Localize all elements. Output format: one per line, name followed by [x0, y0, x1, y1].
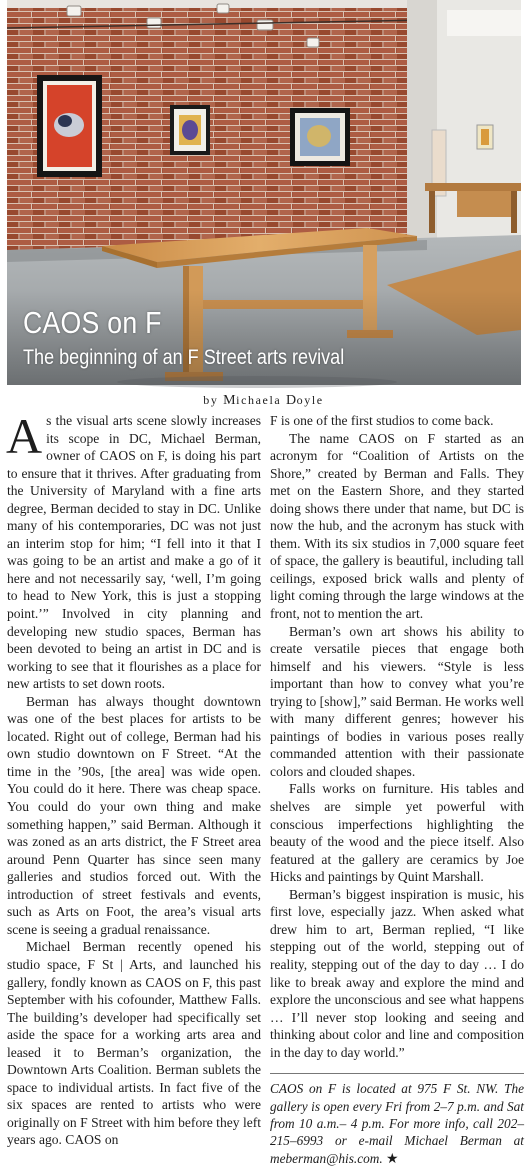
painting-center — [170, 105, 210, 155]
article-column-right — [270, 412, 524, 1167]
article-paragraph: The name CAOS on F started as an acronym for “Coalition of Artists on the Shore,” created by Berman and Falls. They met on the Eastern Shore, and they started doing shows there under that name, but DC is now the hub, and the acronym has stuck with them. With its six studios in 7,000 square feet of space, the gallery is beautiful, including tall ceilings, exposed brick walls and plenty of light coming through the large windows at the front, not to mention the art. — [270, 430, 524, 622]
painting-right — [290, 108, 350, 166]
drop-cap: A — [6, 408, 43, 464]
byline-author-rest-last: oyle — [296, 393, 324, 407]
article-paragraph: Falls works on furniture. His tables and shelves are simple yet powerful with conscious imperfections highlighting the beauty of the wood and the piece itself. Also featured at the gallery are ceramics by Joe Hicks and paintings by Quint Marshall. — [270, 781, 524, 885]
byline — [0, 393, 527, 409]
byline-author-initial-first: M — [223, 393, 237, 408]
hero-photo — [7, 0, 521, 385]
article-paragraph: As the visual arts scene slowly increases its scope in DC, Michael Berman, owner of CAOS on F, is doing his part to ensure that it thrives. After graduating from the University of Maryland with a fine arts degree, Berman decided to stay in DC. Unlike many of his contemporaries, DC was not just an interim stop for him; “I fell into it that I was going to be an artist and make a go of it here and not necessarily say, ‘well, I’m going to head to New York, this is just a stopping point.’” Involved in city planning and developing new studio spaces, Berman has been devoted to being an artist in DC and is working to see that it flourishes as a place for new artists to set down roots. — [6, 408, 261, 692]
painting-left — [37, 75, 102, 177]
article-title: CAOS on F — [23, 305, 162, 340]
info-divider — [270, 1073, 524, 1074]
byline-author-rest-first: ichaela — [236, 393, 286, 407]
article-paragraph: F is one of the first studios to come back. — [270, 413, 494, 428]
article-paragraph: Berman’s own art shows his ability to create versatile pieces that engage both himself and his viewers. “Style is less important than how to convey what you’re trying to [show],” said Berman. He works well with many different genres; however his paintings of bodies in various poses really commanded attention with their passionate colors and clouded shapes. — [270, 623, 524, 779]
end-mark-star-icon: ★ — [386, 1151, 399, 1167]
article-paragraph: Berman’s biggest inspiration is music, his first love, especially jazz. When asked what drew him to art, Berman replied, “I like stepping out of the world, stepping out of reality, stepping out of the day to day … I do like to break away and explore the mind and explore the unconscious and see what happens … I’ll never stop looking and seeing and thinking about color and line and composition in the day to day world.” — [270, 886, 524, 1060]
article-paragraph: Michael Berman recently opened his studio space, F St | Arts, and launched his gallery, fondly known as CAOS on F, this past September with his cofounder, Matthew Falls. The building’s developer had specifically set aside the space for a working arts area and leased it to Berman’s organization, the Downtown Arts Coalition. Berman sublets the space to individual artists. In fact five of the six spaces are rented to artists who were originally on F Street with him before they left years ago. CAOS on — [7, 939, 261, 1148]
article-subtitle: The beginning of an F Street arts revival — [23, 345, 345, 369]
article-column-left — [6, 408, 261, 1148]
byline-author-initial-last: D — [285, 393, 297, 408]
gallery-info: CAOS on F is located at 975 F St. NW. The gallery is open every Fri from 2–7 p.m. and Sat from 10 a.m.– 4 p.m. For more info, call 202–215–6993 or e-mail Michael Berman at meberman@his.com. ★ — [270, 1081, 524, 1167]
article-paragraph: Berman has always thought downtown was one of the best places for artists to be located. Right out of college, Berman had his own studio downtown on F Street. “At the time in the ’90s, [the area] was wide open. You could do it here. There was cheap space. You could do your own thing and make something happen,” said Berman. Although it was zoned as an arts district, the F Street area around Penn Quarter has since seen many galleries and studios forced out. With the introduction of street festivals and events, such as Arts on Foot, the area’s visual arts scene is seeing a gradual renaissance. — [7, 693, 261, 937]
byline-prefix: by — [203, 393, 224, 407]
